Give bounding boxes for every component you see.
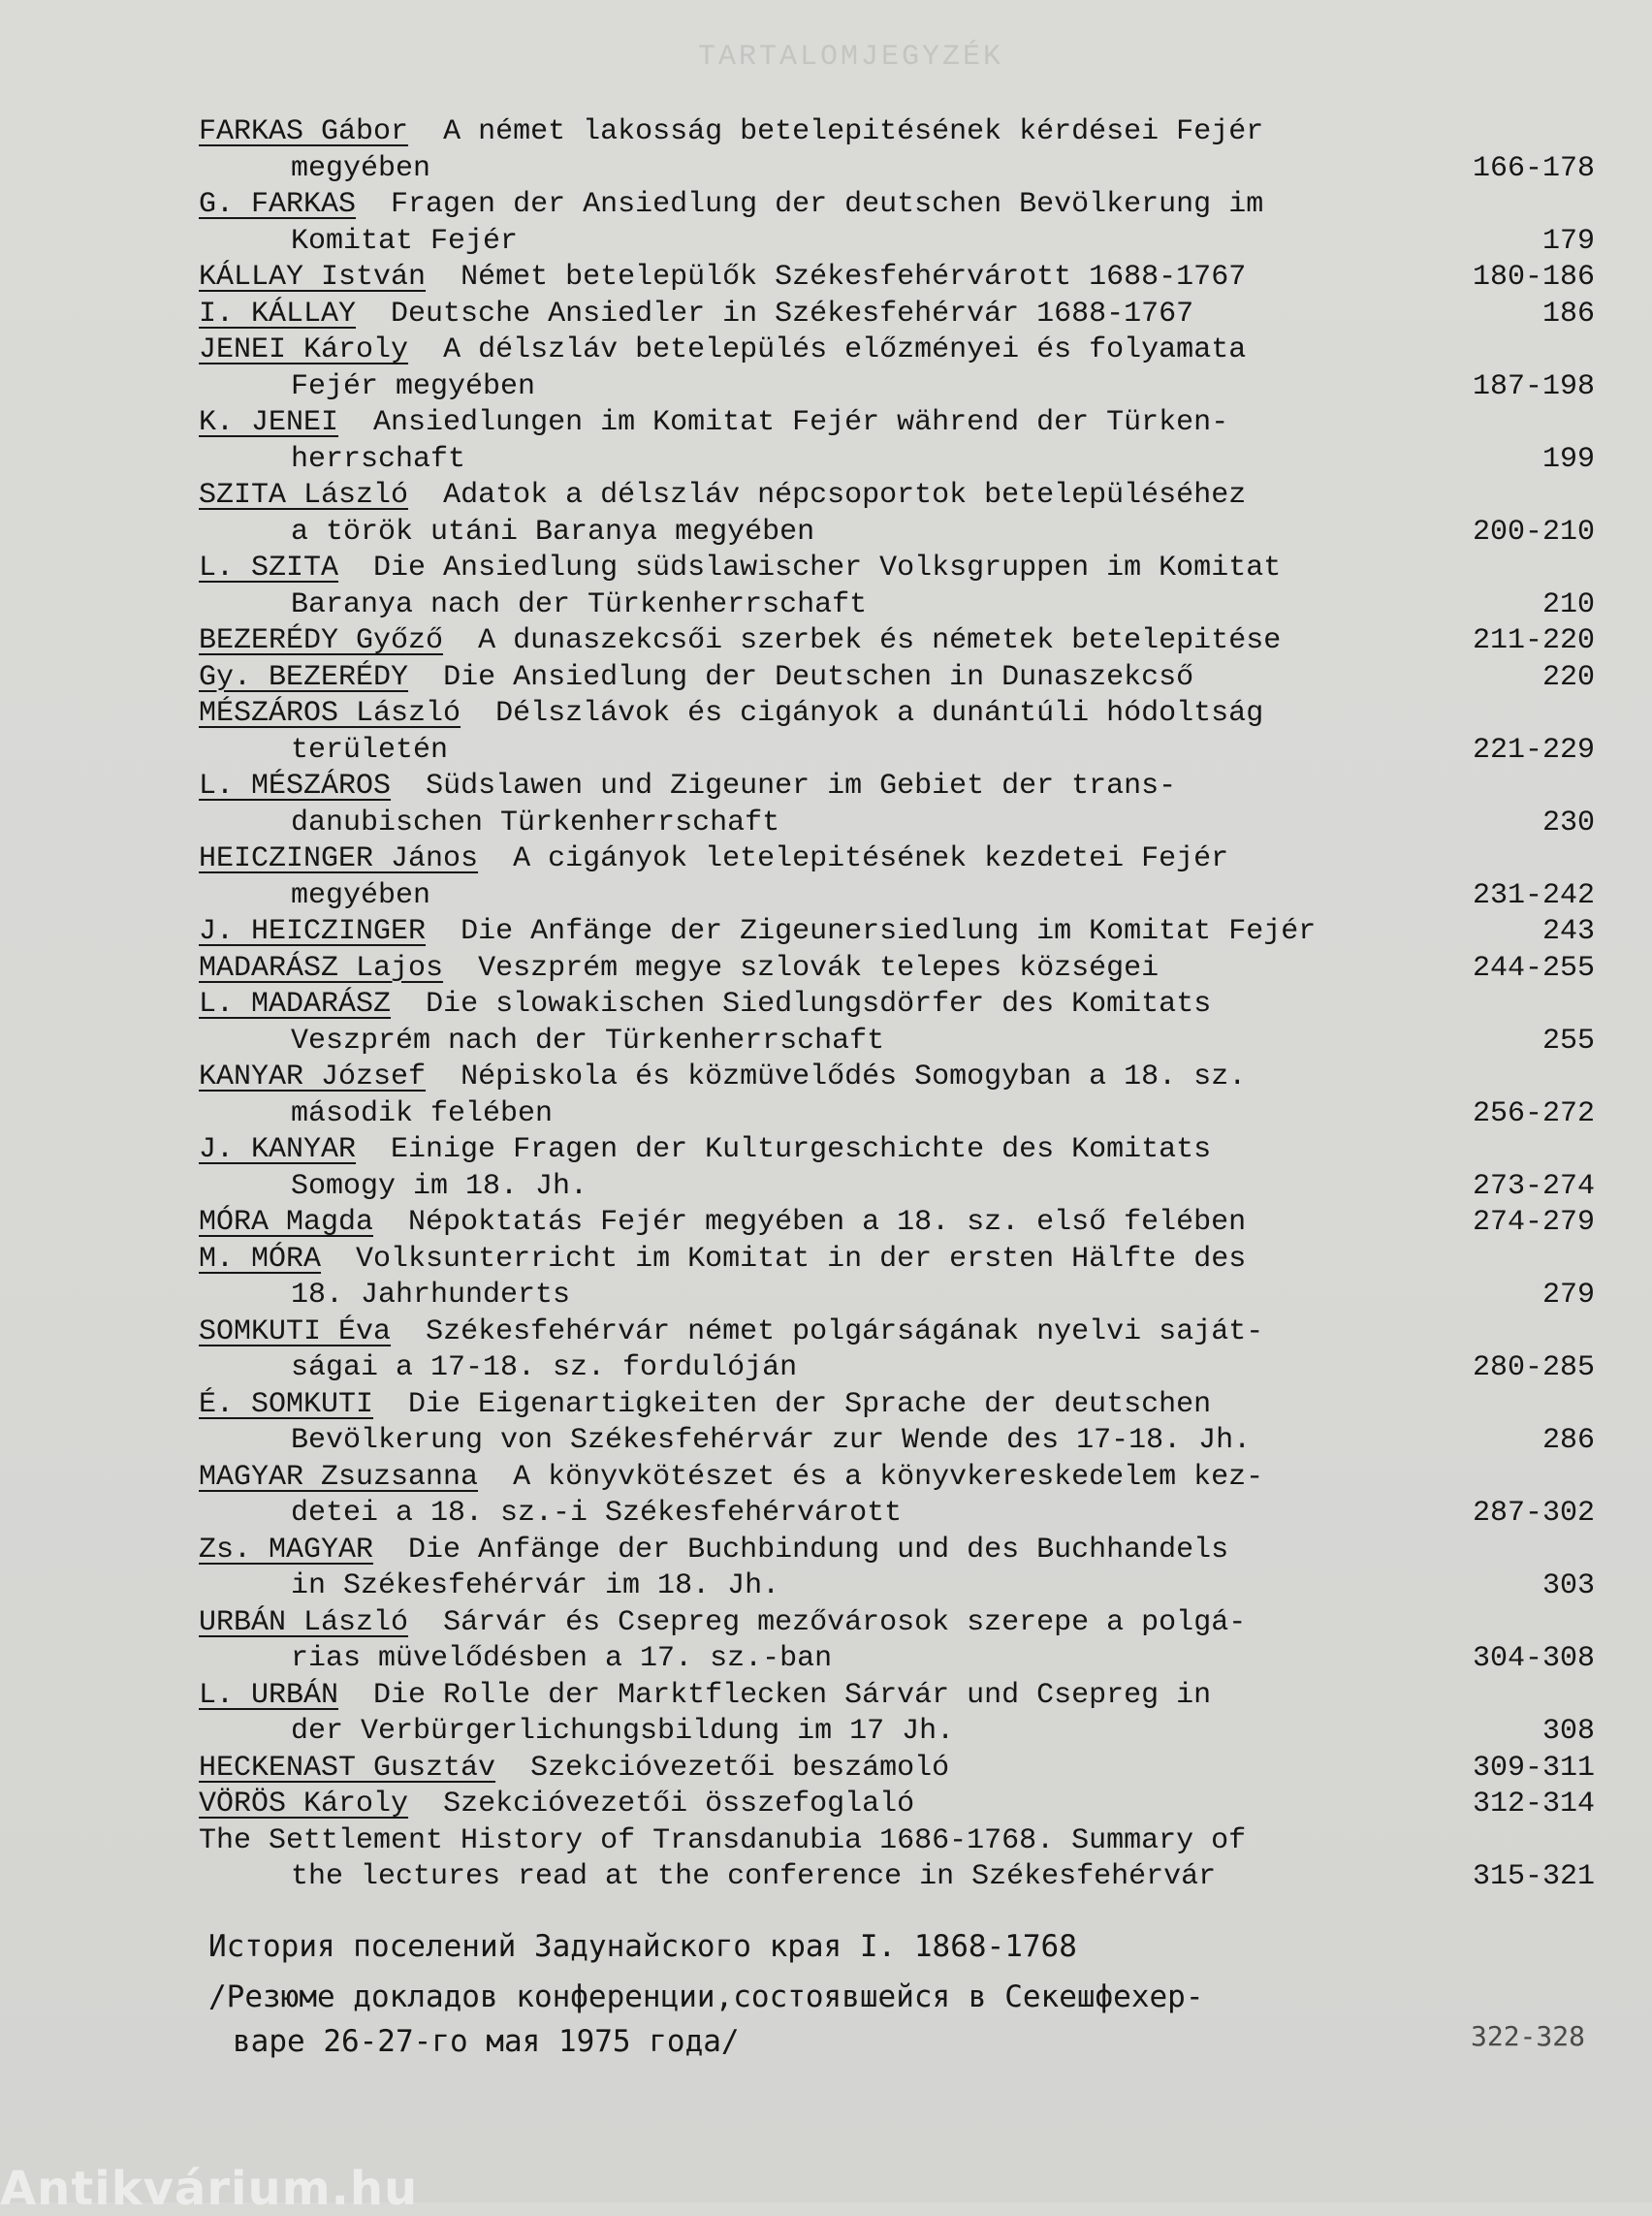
entry-author: BEZERÉDY Győző — [199, 624, 444, 657]
entry-first-line — [199, 1205, 1595, 1242]
entry-author: URBÁN László — [199, 1605, 409, 1639]
entry-title-text: Komitat Fejér — [291, 224, 519, 258]
entry-first-line — [199, 1751, 1595, 1788]
entry-first-line — [199, 551, 1595, 587]
entry-continuation-line — [199, 806, 1595, 842]
entry-page-range: 286 — [1541, 1424, 1595, 1457]
entry-author: KANYAR József — [199, 1061, 427, 1093]
entry-author: Zs. MAGYAR — [199, 1533, 374, 1567]
entry-page-range: 166-178 — [1472, 151, 1595, 185]
entry-title-text: in Székesfehérvár im 18. Jh. — [291, 1569, 780, 1602]
entry-first-line — [199, 1060, 1595, 1096]
entry-page-range: 304-308 — [1472, 1642, 1595, 1675]
entry-first-line — [199, 987, 1595, 1024]
entry-title-text: herrschaft — [291, 442, 466, 476]
toc-entry — [199, 1823, 1595, 1896]
entry-title-text: Südslawen und Zigeuner im Gebiet der trans- — [426, 770, 1177, 803]
entry-page-range: 308 — [1541, 1715, 1595, 1748]
toc-entry — [199, 1787, 1595, 1823]
entry-page-range: 279 — [1541, 1279, 1595, 1312]
entry-first-line — [199, 1387, 1595, 1424]
entry-first-line — [199, 114, 1595, 151]
entry-page-range: 309-311 — [1472, 1751, 1595, 1785]
watermark: Antikvárium.hu — [0, 2162, 419, 2216]
entry-author: MÓRA Magda — [199, 1206, 374, 1239]
toc-entry — [199, 187, 1595, 260]
toc-entry — [199, 769, 1595, 841]
entry-title-text: Adatok a délszláv népcsoportok betelepüléséhez — [443, 479, 1247, 512]
entry-page-range: 244-255 — [1472, 951, 1595, 985]
entry-author: É. SOMKUTI — [199, 1387, 374, 1421]
toc-entry — [199, 1242, 1595, 1314]
entry-title-text: Die Anfänge der Buchbindung und des Buchhandels — [408, 1533, 1229, 1567]
entry-page-range: 211-220 — [1472, 624, 1595, 657]
entry-first-line — [199, 1533, 1595, 1569]
entry-first-line — [199, 696, 1595, 733]
toc-entry — [199, 114, 1595, 187]
entry-author: VÖRÖS Károly — [199, 1788, 409, 1820]
entry-author: MADARÁSZ Lajos — [199, 951, 444, 985]
entry-author: L. MADARÁSZ — [199, 988, 392, 1021]
entry-title-text: Die Eigenartigkeiten der Sprache der deutschen — [408, 1387, 1212, 1421]
toc-entry — [199, 1314, 1595, 1387]
entry-title-text: területén — [291, 733, 449, 767]
entry-author: SZITA László — [199, 479, 409, 512]
entry-first-line — [199, 841, 1595, 878]
entry-title-text: 18. Jahrhunderts — [291, 1279, 571, 1312]
entry-author: M. MÓRA — [199, 1242, 322, 1276]
entry-title-text: The Settlement History of Transdanubia 1686-1768. Summary of — [199, 1823, 1247, 1857]
russian-title: История поселений Задунайского края I. 1868-1768 — [208, 1929, 1077, 1964]
entry-title-text: Veszprém nach der Türkenherrschaft — [291, 1024, 885, 1058]
entry-author: J. KANYAR — [199, 1133, 357, 1166]
entry-continuation-line — [199, 1350, 1595, 1387]
entry-author: MÉSZÁROS László — [199, 697, 461, 730]
entry-page-range: 243 — [1541, 915, 1595, 948]
entry-title-text: Népoktatás Fejér megyében a 18. sz. első felében — [408, 1206, 1247, 1239]
russian-summary-entry — [208, 1924, 1585, 2064]
entry-title-text: A könyvkötészet és a könyvkereskedelem kez- — [513, 1460, 1264, 1494]
entry-author: JENEI Károly — [199, 333, 409, 366]
entry-continuation-line — [199, 1496, 1595, 1533]
entry-title-text: detei a 18. sz.-i Székesfehérvárott — [291, 1497, 903, 1530]
toc-entry — [199, 1060, 1595, 1132]
entry-continuation-line — [199, 1096, 1595, 1133]
entry-author: KÁLLAY István — [199, 261, 427, 294]
entry-page-range: 187-198 — [1472, 369, 1595, 403]
toc-entry — [199, 951, 1595, 988]
entry-first-line — [199, 914, 1595, 951]
entry-title-text: danubischen Türkenherrschaft — [291, 806, 780, 839]
entry-first-line — [199, 260, 1595, 297]
entry-author: J. HEICZINGER — [199, 915, 427, 948]
entry-title-text: Fejér megyében — [291, 369, 536, 403]
entry-author: SOMKUTI Éva — [199, 1314, 392, 1348]
entry-title-text: megyében — [291, 878, 431, 912]
entry-title-text: Deutsche Ansiedler in Székesfehérvár 1688-1767 — [391, 297, 1194, 331]
toc-entry — [199, 623, 1595, 660]
entry-continuation-line — [199, 442, 1595, 479]
toc-entry — [199, 1533, 1595, 1605]
entry-continuation-line — [199, 1641, 1595, 1678]
toc-entry — [199, 1460, 1595, 1533]
toc-entry — [199, 841, 1595, 914]
entry-first-line — [199, 1460, 1595, 1497]
entry-page-range: 312-314 — [1472, 1788, 1595, 1820]
entry-title-text: megyében — [291, 151, 431, 185]
entry-title-text: Die Ansiedlung südslawischer Volksgruppen im Komitat — [373, 552, 1282, 585]
entry-title-text: Délszlávok és cigányok a dunántúli hódoltság — [495, 697, 1264, 730]
entry-title-text: Die Anfänge der Zigeunersiedlung im Komitat Fejér — [461, 915, 1317, 948]
entry-author: Gy. BEZERÉDY — [199, 660, 409, 694]
entry-title-text: a török utáni Baranya megyében — [291, 515, 815, 549]
entry-author: MAGYAR Zsuzsanna — [199, 1460, 479, 1494]
toc-entry — [199, 332, 1595, 405]
entry-title-text: Sárvár és Csepreg mezővárosok szerepe a polgá- — [443, 1605, 1247, 1639]
entry-page-range: 220 — [1541, 660, 1595, 694]
toc-entry — [199, 1205, 1595, 1242]
entry-title-text: the lectures read at the conference in Székesfehérvár — [291, 1860, 1217, 1893]
entry-first-line — [199, 1678, 1595, 1715]
entry-page-range: 179 — [1541, 224, 1595, 258]
entry-title-text: Szekcióvezetői beszámoló — [530, 1751, 950, 1785]
entry-title-text: Die slowakischen Siedlungsdörfer des Komitats — [426, 988, 1212, 1021]
russian-subtitle-line-1: /Резюме докладов конференции,состоявшейся в Секешфехер- — [208, 1979, 1204, 2014]
toc-entry — [199, 1132, 1595, 1205]
entry-page-range: 221-229 — [1472, 733, 1595, 767]
toc-entry — [199, 1605, 1595, 1678]
entry-title-text: Veszprém megye szlovák telepes községei — [478, 951, 1160, 985]
entry-title-text: Somogy im 18. Jh. — [291, 1169, 588, 1203]
entry-page-range: 315-321 — [1472, 1860, 1595, 1893]
entry-title-text: rias müvelődésben a 17. sz.-ban — [291, 1642, 833, 1675]
entry-page-range: 273-274 — [1472, 1169, 1595, 1203]
entry-first-line — [199, 1242, 1595, 1279]
entry-author: K. JENEI — [199, 406, 339, 439]
entry-title-text: A délszláv betelepülés előzményei és folyamata — [443, 333, 1247, 366]
toc-entry — [199, 478, 1595, 551]
entry-title-text: második felében — [291, 1096, 554, 1130]
entry-page-range: 256-272 — [1472, 1096, 1595, 1130]
entry-continuation-line — [199, 1024, 1595, 1061]
entry-first-line — [199, 623, 1595, 660]
entry-continuation-line — [199, 587, 1595, 624]
toc-entry — [199, 1678, 1595, 1751]
toc-entry — [199, 914, 1595, 951]
entry-page-range: 303 — [1541, 1569, 1595, 1602]
toc-entry — [199, 660, 1595, 697]
entry-page-range: 287-302 — [1472, 1497, 1595, 1530]
entry-author: L. SZITA — [199, 552, 339, 585]
toc-entry — [199, 405, 1595, 478]
entry-first-line — [199, 297, 1595, 333]
entry-page-range: 231-242 — [1472, 878, 1595, 912]
toc-entry — [199, 297, 1595, 333]
entry-title-text: Einige Fragen der Kulturgeschichte des Komitats — [391, 1133, 1212, 1166]
entry-first-line — [199, 187, 1595, 224]
toc-entry — [199, 551, 1595, 623]
entry-page-range: 186 — [1541, 297, 1595, 331]
russian-subtitle-line-2: варе 26-27-го мая 1975 года/ — [233, 2024, 740, 2059]
entry-first-line — [199, 660, 1595, 697]
entry-first-line — [199, 1314, 1595, 1351]
entry-continuation-line — [199, 1568, 1595, 1605]
entry-title-text: der Verbürgerlichungsbildung im 17 Jh. — [291, 1715, 955, 1748]
entry-title-text: Ansiedlungen im Komitat Fejér während der Türken- — [373, 406, 1229, 439]
toc-entry — [199, 260, 1595, 297]
entry-continuation-line — [199, 1423, 1595, 1460]
entry-first-line — [199, 1605, 1595, 1642]
entry-title-text: A cigányok letelepitésének kezdetei Fejér — [513, 842, 1229, 875]
entry-title-text: Német betelepülők Székesfehérvárott 1688-1767 — [461, 261, 1247, 294]
entry-first-line — [199, 478, 1595, 515]
entry-title-text: Die Rolle der Marktflecken Sárvár und Csepreg in — [373, 1678, 1212, 1712]
entry-page-range: 255 — [1541, 1024, 1595, 1058]
entry-first-line — [199, 1823, 1595, 1860]
entry-author: HEICZINGER János — [199, 842, 479, 875]
entry-title-text: Die Ansiedlung der Deutschen in Dunaszekcső — [443, 660, 1194, 694]
entry-title-text: A dunaszekcsői szerbek és németek betelepitése — [478, 624, 1282, 657]
entry-continuation-line — [199, 733, 1595, 770]
entry-first-line — [199, 951, 1595, 988]
entry-title-text: Fragen der Ansiedlung der deutschen Bevölkerung im — [391, 188, 1264, 221]
entry-author: L. MÉSZÁROS — [199, 770, 392, 803]
entry-first-line — [199, 332, 1595, 369]
entry-author: I. KÁLLAY — [199, 297, 357, 331]
entry-continuation-line — [199, 515, 1595, 552]
entry-continuation-line — [199, 878, 1595, 915]
entry-author: HECKENAST Gusztáv — [199, 1751, 496, 1785]
entry-page-range: 199 — [1541, 442, 1595, 476]
entry-title-text: Népiskola és közmüvelődés Somogyban a 18. sz. — [461, 1061, 1247, 1093]
entry-title-text: A német lakosság betelepitésének kérdései Fejér — [443, 115, 1264, 148]
entry-continuation-line — [199, 151, 1595, 188]
entry-continuation-line — [199, 1859, 1595, 1896]
entry-title-text: Szekcióvezetői összefoglaló — [443, 1788, 915, 1820]
entry-continuation-line — [199, 1714, 1595, 1751]
entry-page-range: 230 — [1541, 806, 1595, 839]
entry-author: L. URBÁN — [199, 1678, 339, 1712]
entry-title-text: Bevölkerung von Székesfehérvár zur Wende des 17-18. Jh. — [291, 1424, 1252, 1457]
entry-first-line — [199, 405, 1595, 442]
entry-continuation-line — [199, 369, 1595, 406]
entry-title-text: Székesfehérvár német polgárságának nyelvi saját- — [426, 1314, 1264, 1348]
toc-entry — [199, 696, 1595, 769]
entry-first-line — [199, 1787, 1595, 1823]
entry-title-text: Volksunterricht im Komitat in der ersten Hälfte des — [356, 1242, 1247, 1276]
russian-page-range: 322-328 — [1470, 2020, 1585, 2052]
toc-entry — [199, 1387, 1595, 1460]
entry-first-line — [199, 769, 1595, 806]
entry-page-range: 274-279 — [1472, 1206, 1595, 1239]
entry-page-range: 280-285 — [1472, 1351, 1595, 1384]
entry-continuation-line — [199, 224, 1595, 261]
entry-page-range: 200-210 — [1472, 515, 1595, 549]
entry-first-line — [199, 1132, 1595, 1169]
entry-continuation-line — [199, 1169, 1595, 1206]
toc-entry — [199, 987, 1595, 1060]
entry-page-range: 180-186 — [1472, 261, 1595, 294]
toc-entry — [199, 1751, 1595, 1788]
entry-title-text: ságai a 17-18. sz. fordulóján — [291, 1351, 798, 1384]
entry-title-text: Baranya nach der Türkenherrschaft — [291, 587, 868, 621]
table-of-contents — [199, 114, 1595, 1896]
entry-author: G. FARKAS — [199, 188, 357, 221]
entry-continuation-line — [199, 1278, 1595, 1314]
bleed-through-header: TARTALOMJEGYZÉK — [698, 41, 1004, 74]
entry-author: FARKAS Gábor — [199, 115, 409, 148]
entry-page-range: 210 — [1541, 587, 1595, 621]
